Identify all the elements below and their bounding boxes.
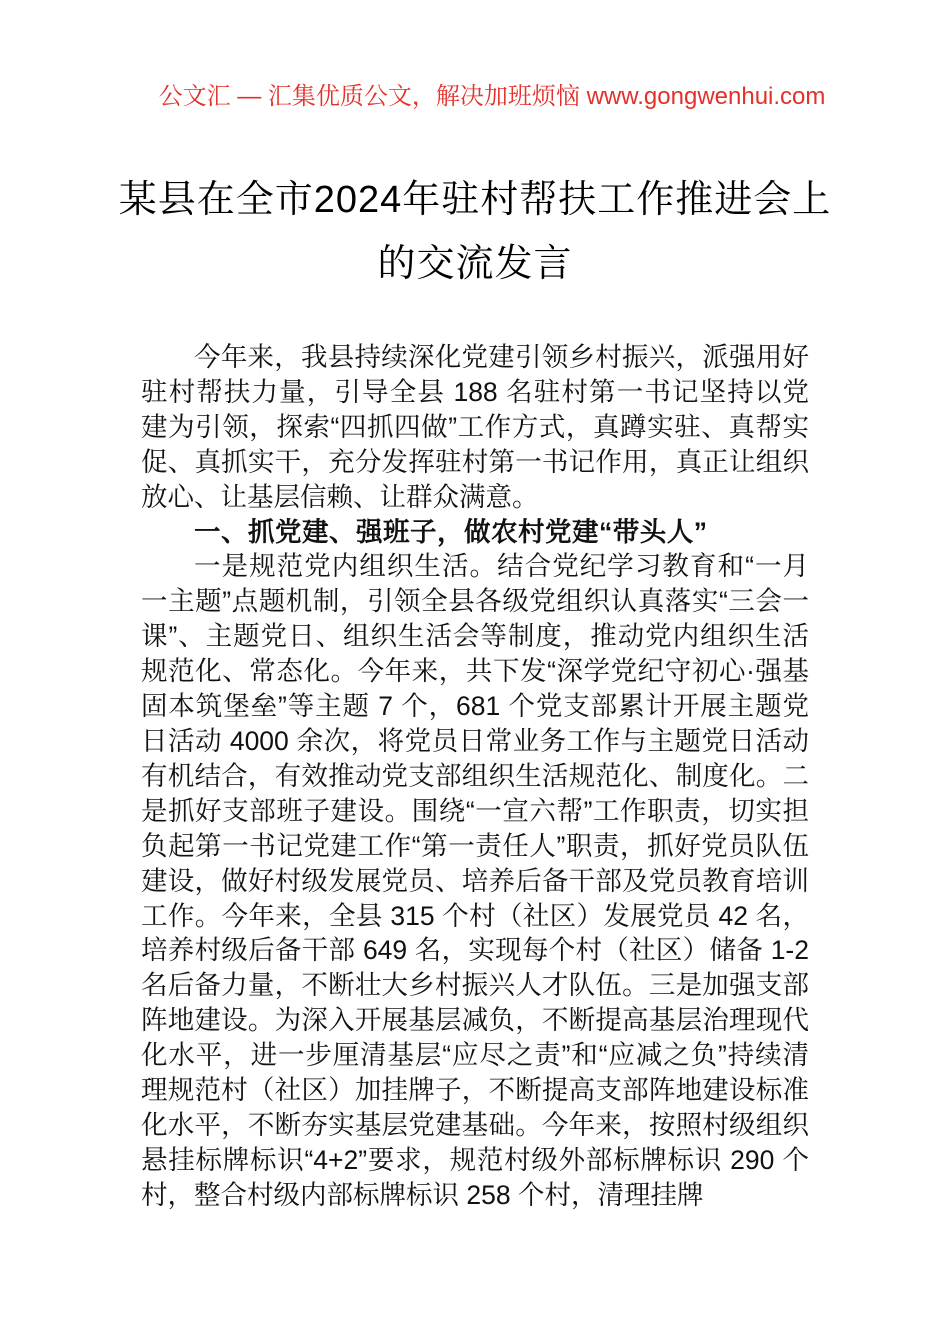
document-body [141, 340, 809, 1213]
paragraph-intro: 今年来，我县持续深化党建引领乡村振兴，派强用好驻村帮扶力量，引导全县 188 名驻村第一书记坚持以党建为引领，探索“四抓四做”工作方式，真蹲实驻、真帮实促、真抓实干，充分发挥驻村第一书记作用，真正让组织放心、让基层信赖、让群众满意。 [141, 342, 809, 512]
site-watermark: 公文汇 — 汇集优质公文，解决加班烦恼 www.gongwenhui.com [158, 83, 826, 110]
document-title: 某县在全市2024年驻村帮扶工作推进会上的交流发言 [118, 179, 832, 285]
section-heading-1: 一、抓党建、强班子，做农村党建“带头人” [194, 516, 708, 547]
paragraph-section-1: 一是规范党内组织生活。结合党纪学习教育和“一月一主题”点题机制，引领全县各级党组织认真落实“三会一课”、主题党日、组织生活会等制度，推动党内组织生活规范化、常态化。今年来，共下发“深学党纪守初心·强基固本筑堡垒”等主题 7 个，681 个党支部累计开展主题党日活动 4000 余次，将党员日常业务工作与主题党日活动有机结合，有效推动党支部组织生活规范化、制度化。二是抓好支部班子建设。围绕“一宣六帮”工作职责，切实担负起第一书记党建工作“第一责任人”职责，抓好党员队伍建设，做好村级发展党员、培养后备干部及党员教育培训工作。今年来，全县 315 个村（社区）发展党员 42 名，培养村级后备干部 649 名，实现每个村（社区）储备 1-2 名后备力量，不断壮大乡村振兴人才队伍。三是加强支部阵地建设。为深入开展基层减负，不断提高基层治理现代化水平，进一步厘清基层“应尽之责”和“应减之负”持续清理规范村（社区）加挂牌子，不断提高支部阵地建设标准化水平，不断夯实基层党建基础。今年来，按照村级组织悬挂标牌标识“4+2”要求，规范村级外部标牌标识 290 个村，整合村级内部标牌标识 258 个村，清理挂牌 [141, 551, 809, 1210]
